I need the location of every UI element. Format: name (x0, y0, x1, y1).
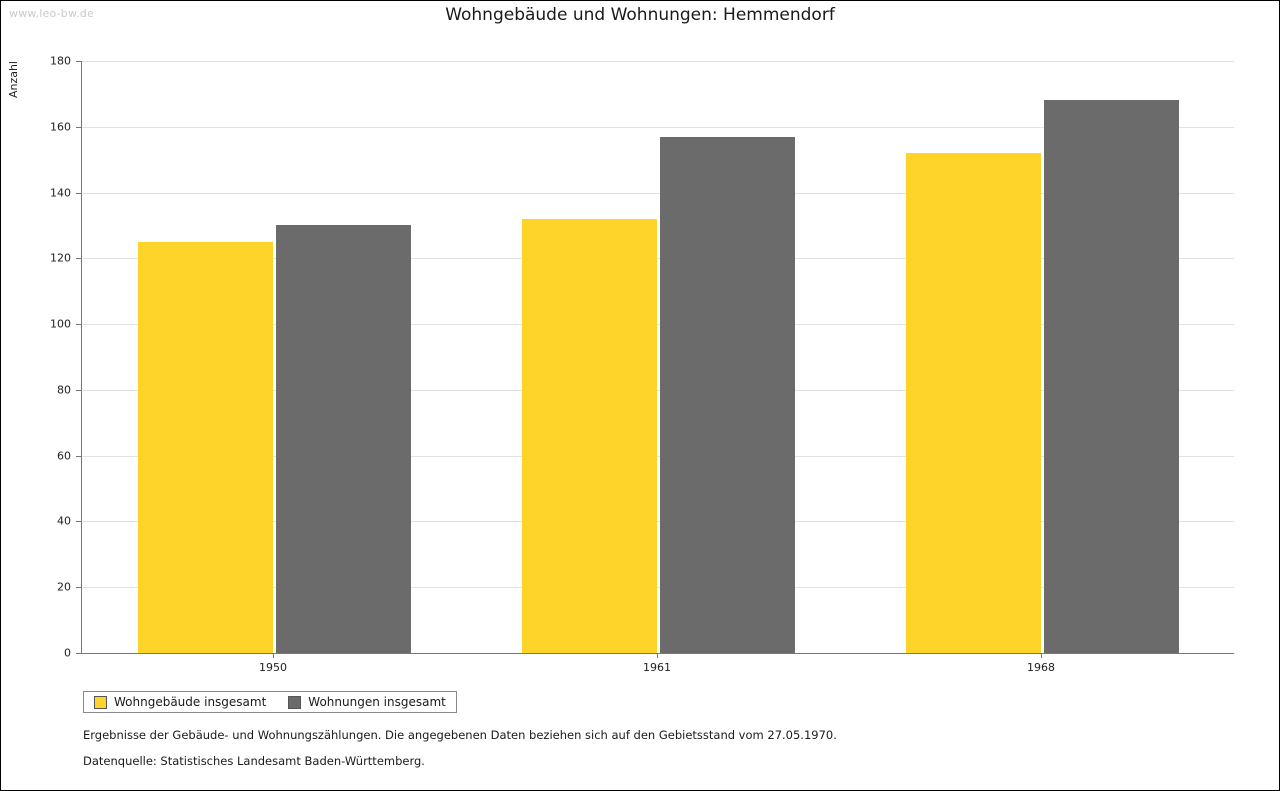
bar-1961-series-1 (660, 137, 795, 653)
note-line-2: Datenquelle: Statistisches Landesamt Baden-Württemberg. (83, 754, 425, 768)
legend-swatch-icon (288, 696, 301, 709)
plot-area (81, 61, 1234, 654)
y-tick-label: 0 (64, 646, 71, 660)
x-tick-label: 1950 (259, 661, 287, 674)
bar-1968-series-0 (906, 153, 1041, 653)
y-tick-mark (76, 456, 81, 457)
gridline (82, 61, 1234, 62)
y-tick-label: 180 (50, 54, 71, 68)
bar-1961-series-0 (522, 219, 657, 653)
y-tick-mark (76, 324, 81, 325)
y-tick-mark (76, 390, 81, 391)
y-axis-label: Anzahl (7, 61, 20, 99)
legend-label: Wohngebäude insgesamt (114, 695, 267, 709)
legend-swatch-icon (94, 696, 107, 709)
y-tick-mark (76, 653, 81, 654)
y-tick-mark (76, 61, 81, 62)
x-tick-mark (273, 653, 274, 658)
bar-1950-series-0 (138, 242, 273, 653)
y-tick-mark (76, 587, 81, 588)
legend (83, 691, 457, 713)
x-tick-mark (657, 653, 658, 658)
legend-label: Wohnungen insgesamt (308, 695, 446, 709)
y-tick-label: 20 (57, 580, 71, 594)
bar-1968-series-1 (1044, 100, 1179, 653)
legend-item-1[interactable] (288, 695, 446, 709)
y-tick-mark (76, 258, 81, 259)
y-tick-label: 60 (57, 449, 71, 463)
x-tick-label: 1968 (1027, 661, 1055, 674)
y-tick-label: 40 (57, 514, 71, 528)
legend-item-0[interactable] (94, 695, 266, 709)
watermark-label: www.leo-bw.de (9, 7, 95, 20)
y-tick-label: 120 (50, 251, 71, 265)
bar-1950-series-1 (276, 225, 411, 653)
note-line-1: Ergebnisse der Gebäude- und Wohnungszählungen. Die angegebenen Daten beziehen sich auf den Gebietsstand vom 27.05.1970. (83, 728, 837, 742)
y-tick-label: 80 (57, 383, 71, 397)
y-tick-mark (76, 127, 81, 128)
x-tick-mark (1041, 653, 1042, 658)
x-tick-label: 1961 (643, 661, 671, 674)
y-tick-mark (76, 521, 81, 522)
y-tick-mark (76, 193, 81, 194)
y-tick-label: 160 (50, 120, 71, 134)
page-title: Wohngebäude und Wohnungen: Hemmendorf (445, 5, 835, 25)
y-tick-label: 100 (50, 317, 71, 331)
y-tick-label: 140 (50, 186, 71, 200)
